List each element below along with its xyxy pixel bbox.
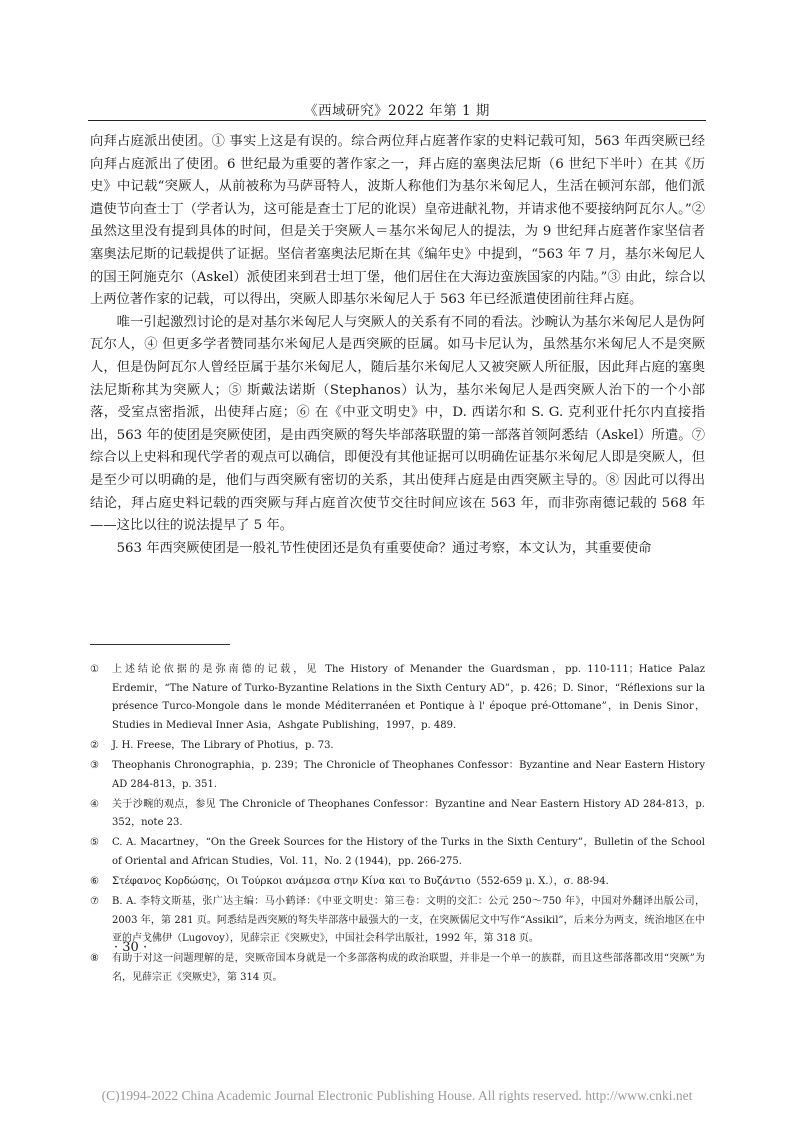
footnote-mark: ③: [90, 759, 99, 771]
footnotes: [90, 661, 705, 989]
body-paragraph: 563 年西突厥使团是一般礼节性使团还是负有重要使命？通过考察，本文认为，其重要使命: [116, 540, 652, 556]
footnote: [90, 834, 705, 871]
footnote: [90, 737, 705, 756]
main-body: [90, 131, 705, 560]
running-header: 《西域研究》2022 年第 1 期: [304, 103, 490, 119]
footnote: [90, 757, 705, 794]
footnote-mark: ⑦: [90, 896, 99, 908]
footnote-mark: ⑧: [90, 953, 99, 965]
footnote-rule: [90, 644, 230, 645]
footnote-mark: ②: [90, 739, 99, 751]
footnote-text: 上述结论依据的是弥南德的记载，见 The History of Menander the Guardsman，pp. 110-111；Hatice Palaz Erdemir，“The Nature of Turko-Byzantine Relations in the Sixth Century AD”，p. 426；D. Sinor，“Réflexions sur la présence Turco-Mongole dans le monde Méditerranéen et Pontique à l' époque pré-Ottomane”，in Denis Sinor，Studies in Medieval Inner Asia，Ashgate Publishing，1997，p. 489.: [112, 664, 705, 731]
footnote-text: Στέφανος Κορδώσης，Οι Τούρκοι ανάμεσα στην Κίνα και το Βυζάντιο（552-659 μ. Χ.），σ. 88-94.: [112, 876, 609, 888]
footnote: [90, 873, 705, 892]
footnote: [90, 893, 705, 949]
footnote-mark: ①: [90, 664, 99, 675]
footnote: [90, 796, 705, 833]
footnote-text: B. A. 李特文斯基，张广达主编：马小鹤译：《中亚文明史：第三卷：文明的交汇：公元 250～750 年》，中国对外翻译出版公司，2003 年，第 281 页。阿悉结是西突厥的弩失毕部落中最强大的一支，在突厥儒尼文中写作“Assikil”，后来分为两支，统治地区在中亚的卢戈佛伊（Lugovoy），见薛宗正《突厥史》，中国社会科学出版社，1992 年，第 318 页。: [112, 896, 705, 945]
footnote-text: 关于沙畹的观点，参见 The Chronicle of Theophanes Confessor：Byzantine and Near Eastern History AD 284-813，p. 352，note 23.: [112, 798, 705, 829]
footnote-text: C. A. Macartney，“On the Greek Sources for the History of the Turks in the Sixth Century”，Bulletin of the School of Oriental and African Studies，Vol. 11，No. 2 (1944)，pp. 266-275.: [112, 837, 705, 867]
body-paragraph: 唯一引起激烈讨论的是对基尔米匈尼人与突厥人的关系有不同的看法。沙畹认为基尔米匈尼人是伪阿瓦尔人，④ 但更多学者赞同基尔米匈尼人是西突厥的臣属。如马卡尼认为，虽然基尔米匈尼人不是突厥人，但是伪阿瓦尔人曾经臣属于基尔米匈尼人，随后基尔米匈尼人又被突厥人所征服，因此拜占庭的塞奥法尼斯称其为突厥人；⑤ 斯戴法诺斯（Stephanos）认为，基尔米匈尼人是西突厥人治下的一个小部落，受室点密指派，出使拜占庭；⑥ 在《中亚文明史》中，D. 西诺尔和 S. G. 克利亚什托尔内直接指出，563 年的使团是突厥使团，是由西突厥的弩失毕部落联盟的第一部落首领阿悉结（Askel）所遣。⑦ 综合以上史料和现代学者的观点可以确信，即便没有其他证据可以明确佐证基尔米匈尼人即是突厥人，但是至少可以明确的是，他们与西突厥有密切的关系，其出使拜占庭是由西突厥主导的。⑧ 因此可以得出结论，拜占庭史料记载的西突厥与拜占庭首次使节交往时间应该在 563 年，而非弥南德记载的 568 年——这比以往的说法提早了 5 年。: [90, 314, 705, 534]
footnote-text: Theophanis Chronographia，p. 239；The Chronicle of Theophanes Confessor：Byzantine and Near Eastern History AD 284-813，p. 351.: [112, 759, 705, 790]
footnote-mark: ⑤: [90, 837, 99, 849]
copyright-watermark: (C)1994-2022 China Academic Journal Electronic Publishing House. All rights reserved. http://www.cnki.net: [101, 1088, 693, 1103]
footnote-mark: ⑥: [90, 876, 99, 888]
footnote-text: 有助于对这一问题理解的是，突厥帝国本身就是一个多部落构成的政治联盟，并非是一个单一的族群，而且这些部落都改用“突厥”为名，见薛宗正《突厥史》，第 314 页。: [112, 953, 705, 983]
footnote-mark: ④: [90, 798, 99, 810]
footnote-text: J. H. Freese，The Library of Photius，p. 73.: [112, 739, 334, 751]
body-paragraph: 向拜占庭派出使团。① 事实上这是有误的。综合两位拜占庭著作家的史料记载可知，563 年西突厥已经向拜占庭派出了使团。6 世纪最为重要的著作家之一，拜占庭的塞奥法尼斯（6 世纪下半叶）在其《历史》中记载“突厥人，从前被称为马萨哥特人，波斯人称他们为基尔米匈尼人，生活在顿河东部，他们派遣使节向查士丁（学者认为，这可能是查士丁尼的讹误）皇帝进献礼物，并请求他不要接纳阿瓦尔人。”② 虽然这里没有提到具体的时间，但是关于突厥人＝基尔米匈尼人的提法，为 9 世纪拜占庭著作家坚信者塞奥法尼斯的记载提供了证据。坚信者塞奥法尼斯在其《编年史》中提到，“563 年 7 月，基尔米匈尼人的国王阿施克尔（Askel）派使团来到君士坦丁堡，他们居住在大海边蛮族国家的内陆。”③ 由此，综合以上两位著作家的记载，可以得出，突厥人即基尔米匈尼人于 563 年已经派遣使团前往拜占庭。: [90, 134, 705, 308]
header-rule: [88, 120, 706, 121]
footnote: [90, 661, 705, 735]
footnote: [90, 950, 705, 987]
page-number: · 30 ·: [114, 940, 148, 955]
